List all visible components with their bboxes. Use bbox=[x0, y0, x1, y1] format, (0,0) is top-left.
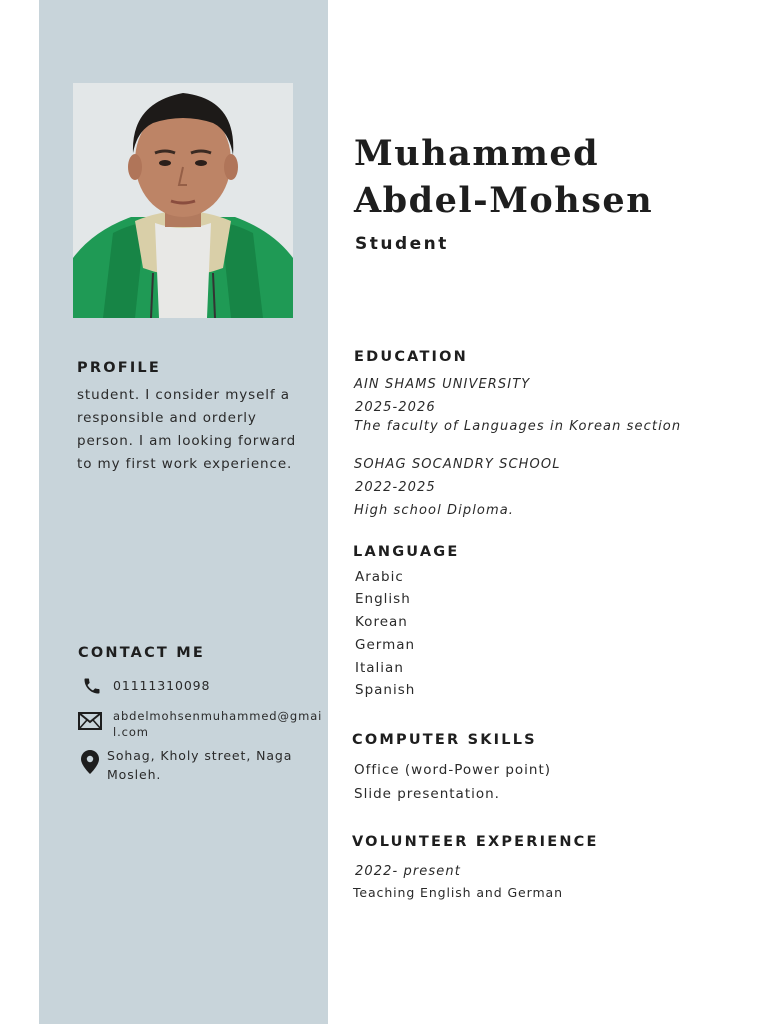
language-item: English bbox=[355, 591, 411, 607]
contact-email-line-1: abdelmohsenmuhammed@gmai bbox=[113, 709, 323, 723]
education-detail-2: High school Diploma. bbox=[354, 503, 515, 518]
mail-icon bbox=[78, 712, 102, 734]
contact-heading: CONTACT ME bbox=[78, 645, 206, 661]
education-years-1: 2025-2026 bbox=[355, 400, 436, 415]
volunteer-heading: VOLUNTEER EXPERIENCE bbox=[352, 834, 599, 850]
education-school-1: AIN SHAMS UNIVERSITY bbox=[354, 377, 531, 392]
volunteer-detail: Teaching English and German bbox=[353, 885, 563, 900]
computer-skill-item: Slide presentation. bbox=[354, 786, 500, 802]
education-school-2: SOHAG SOCANDRY SCHOOL bbox=[354, 457, 561, 472]
education-years-2: 2022-2025 bbox=[355, 480, 436, 495]
profile-photo bbox=[73, 83, 293, 318]
education-detail-1: The faculty of Languages in Korean section bbox=[354, 419, 682, 434]
phone-icon bbox=[82, 676, 102, 700]
language-item: Italian bbox=[355, 660, 404, 676]
location-pin-icon bbox=[81, 750, 99, 778]
contact-email-line-2: l.com bbox=[113, 725, 149, 739]
language-heading: LANGUAGE bbox=[353, 544, 460, 560]
candidate-name: Muhammed Abdel-Mohsen bbox=[354, 133, 654, 221]
contact-address-line-1: Sohag, Kholy street, Naga bbox=[107, 748, 293, 763]
profile-heading: PROFILE bbox=[77, 360, 161, 376]
contact-phone: 01111310098 bbox=[113, 678, 211, 693]
computer-skills-heading: COMPUTER SKILLS bbox=[352, 732, 537, 748]
language-item: Korean bbox=[355, 614, 408, 630]
profile-text: student. I consider myself a responsible and orderly person. I am looking forward to my first work experience. bbox=[77, 387, 297, 472]
contact-address-line-2: Mosleh. bbox=[107, 767, 162, 782]
education-heading: EDUCATION bbox=[354, 349, 469, 365]
volunteer-years: 2022- present bbox=[355, 864, 461, 879]
language-item: Spanish bbox=[355, 682, 416, 698]
candidate-role: Student bbox=[355, 234, 449, 254]
language-item: Arabic bbox=[355, 569, 404, 585]
computer-skill-item: Office (word-Power point) bbox=[354, 762, 552, 778]
language-item: German bbox=[355, 637, 416, 653]
